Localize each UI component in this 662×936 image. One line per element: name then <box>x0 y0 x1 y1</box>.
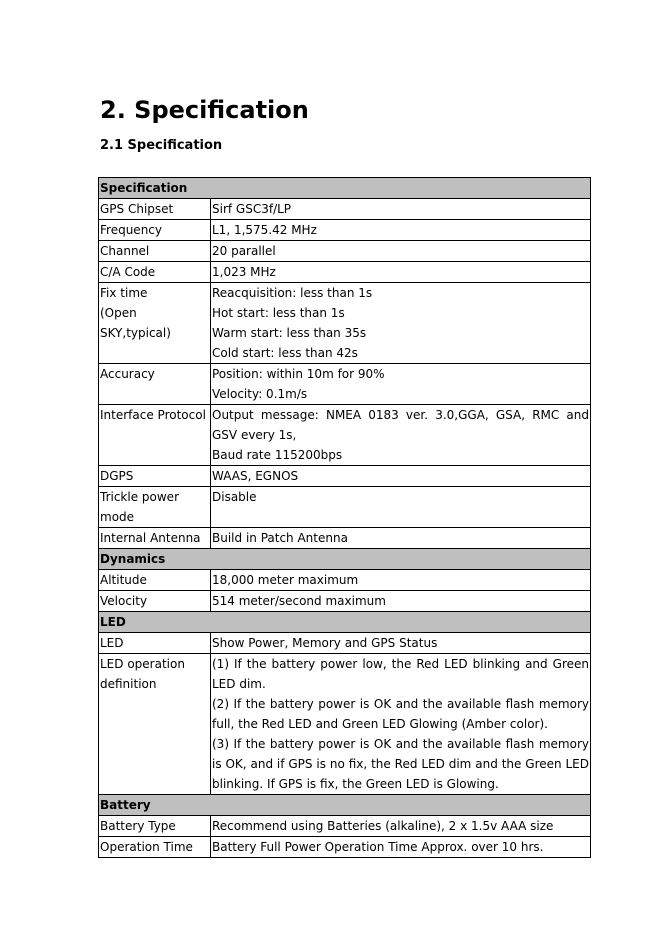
value-line: Build in Patch Antenna <box>212 531 348 545</box>
row-label <box>99 262 211 283</box>
row-label <box>99 220 211 241</box>
table-row <box>99 633 591 654</box>
row-label <box>99 487 211 528</box>
label-line: LED operation <box>100 657 185 671</box>
value-line: WAAS, EGNOS <box>212 469 299 483</box>
table-row <box>99 199 591 220</box>
section-title: Dynamics <box>99 549 591 570</box>
row-label <box>99 466 211 487</box>
table-row <box>99 364 591 405</box>
label-line: GPS Chipset <box>100 202 174 216</box>
row-label <box>99 633 211 654</box>
value-line: Baud rate 115200bps <box>212 448 343 462</box>
row-label <box>99 816 211 837</box>
specification-table <box>98 177 591 858</box>
row-label <box>99 199 211 220</box>
row-value <box>211 591 591 612</box>
row-value <box>211 199 591 220</box>
row-label <box>99 283 211 364</box>
value-line: Cold start: less than 42s <box>212 346 358 360</box>
section-title: Specification <box>99 178 591 199</box>
row-value <box>211 241 591 262</box>
value-line: Velocity: 0.1m/s <box>212 387 308 401</box>
value-line: Hot start: less than 1s <box>212 306 345 320</box>
row-value <box>211 283 591 364</box>
label-line: Battery Type <box>100 819 176 833</box>
value-line: Disable <box>212 490 257 504</box>
row-value <box>211 528 591 549</box>
value-line: L1, 1,575.42 MHz <box>212 223 317 237</box>
row-value <box>211 570 591 591</box>
table-row <box>99 816 591 837</box>
row-label <box>99 364 211 405</box>
table-row <box>99 220 591 241</box>
label-line: C/A Code <box>100 265 156 279</box>
label-line: mode <box>100 510 135 524</box>
label-line: Channel <box>100 244 150 258</box>
row-label <box>99 654 211 795</box>
label-line: Trickle power <box>100 490 180 504</box>
row-value <box>211 262 591 283</box>
value-line: 514 meter/second maximum <box>212 594 386 608</box>
value-line: 18,000 meter maximum <box>212 573 359 587</box>
table-row <box>99 591 591 612</box>
value-line: (1) If the battery power low, the Red LED blinking and Green LED dim. <box>212 657 589 691</box>
label-line: Internal Antenna <box>100 531 201 545</box>
label-line: Interface Protocol <box>100 408 206 422</box>
section-row <box>99 612 591 633</box>
row-value <box>211 466 591 487</box>
row-label <box>99 591 211 612</box>
table-row <box>99 466 591 487</box>
section-row <box>99 795 591 816</box>
row-value <box>211 487 591 528</box>
label-line: DGPS <box>100 469 134 483</box>
table-row <box>99 405 591 466</box>
section-row <box>99 549 591 570</box>
table-row <box>99 283 591 364</box>
table-row <box>99 528 591 549</box>
label-line: Accuracy <box>100 367 155 381</box>
value-line: Reacquisition: less than 1s <box>212 286 373 300</box>
table-row <box>99 654 591 795</box>
value-line: Position: within 10m for 90% <box>212 367 385 381</box>
label-line: Fix time <box>100 286 148 300</box>
label-line: LED <box>100 636 124 650</box>
value-line: Recommend using Batteries (alkaline), 2 x 1.5v AAA size <box>212 819 554 833</box>
value-line: 1,023 MHz <box>212 265 276 279</box>
value-line: Show Power, Memory and GPS Status <box>212 636 438 650</box>
section-row <box>99 178 591 199</box>
value-line: Sirf GSC3f/LP <box>212 202 292 216</box>
table-row <box>99 262 591 283</box>
value-line: (2) If the battery power is OK and the available flash memory full, the Red LED and Green LED Glowing (Amber color). <box>212 697 589 731</box>
section-title: LED <box>99 612 591 633</box>
value-line: (3) If the battery power is OK and the available flash memory is OK, and if GPS is no fix, the Red LED dim and the Green LED blinking. If GPS is fix, the Green LED is Glowing. <box>212 737 589 791</box>
row-value <box>211 654 591 795</box>
subsection-heading: 2.1 Specification <box>100 138 223 153</box>
row-value <box>211 816 591 837</box>
value-line: 20 parallel <box>212 244 276 258</box>
row-label <box>99 241 211 262</box>
label-line: Velocity <box>100 594 148 608</box>
label-line: Altitude <box>100 573 147 587</box>
row-label <box>99 570 211 591</box>
row-value <box>211 405 591 466</box>
label-line: definition <box>100 677 157 691</box>
section-title: Battery <box>99 795 591 816</box>
table-row <box>99 837 591 858</box>
row-value <box>211 220 591 241</box>
value-line: Output message: NMEA 0183 ver. 3.0,GGA, GSA, RMC and GSV every 1s, <box>212 408 589 442</box>
value-line: Warm start: less than 35s <box>212 326 367 340</box>
value-line: Battery Full Power Operation Time Approx. over 10 hrs. <box>212 840 544 854</box>
row-value <box>211 364 591 405</box>
label-line: Frequency <box>100 223 162 237</box>
table-row <box>99 241 591 262</box>
row-label <box>99 405 211 466</box>
row-label <box>99 528 211 549</box>
row-label <box>99 837 211 858</box>
row-value <box>211 633 591 654</box>
row-value <box>211 837 591 858</box>
label-line: Operation Time <box>100 840 193 854</box>
label-line: SKY,typical) <box>100 326 171 340</box>
table-row <box>99 570 591 591</box>
label-line: (Open <box>100 306 137 320</box>
table-row <box>99 487 591 528</box>
section-heading: 2. Specification <box>100 96 309 124</box>
